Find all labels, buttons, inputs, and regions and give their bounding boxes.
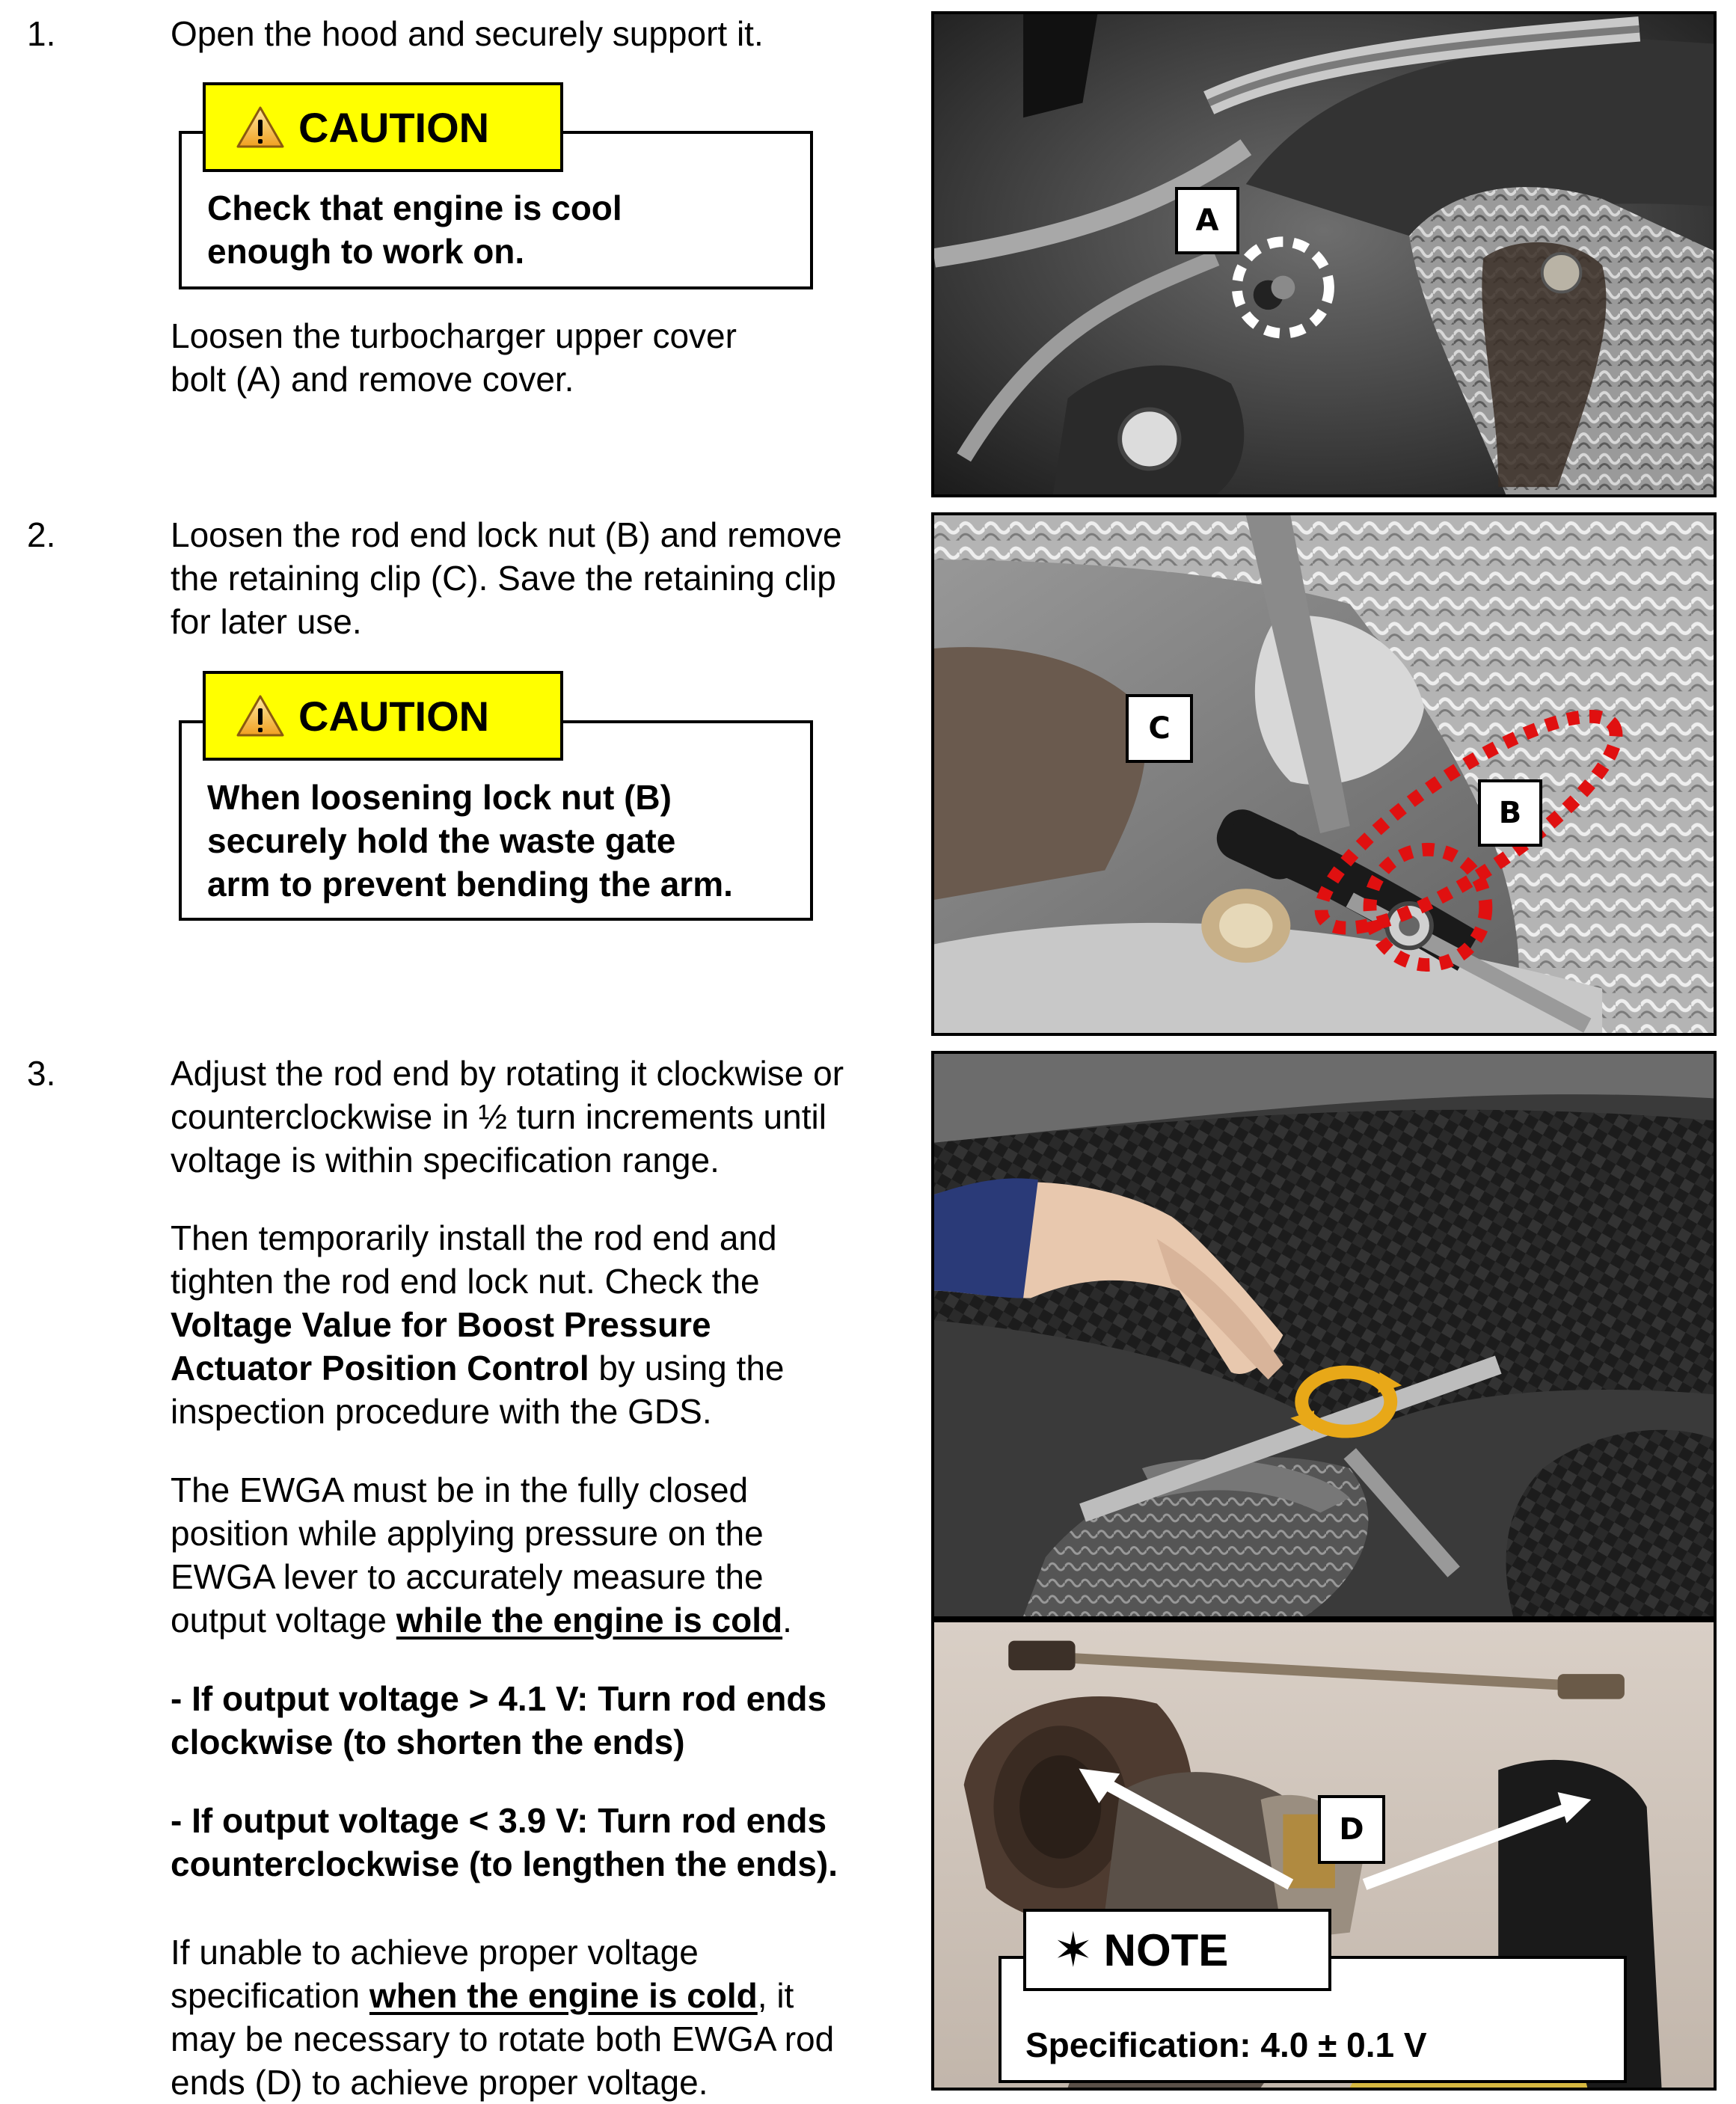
photo-label-a: A: [1175, 187, 1239, 254]
photo-label-b: B: [1478, 779, 1542, 847]
step-2-number: 2.: [27, 515, 56, 554]
bold-span: Actuator Position Control: [171, 1349, 589, 1387]
text-span: , it: [757, 1976, 794, 2015]
step-3-number: 3.: [27, 1054, 56, 1093]
text-line: If unable to achieve proper voltage: [171, 1933, 699, 1972]
underlined-span: while the engine is cold: [396, 1601, 783, 1640]
note-header: [1023, 1909, 1331, 1991]
step-3-text-line: voltage is within specification range.: [171, 1141, 720, 1180]
underlined-span: when the engine is cold: [369, 1976, 758, 2015]
photo-label-d: D: [1318, 1795, 1385, 1864]
star-icon: ✶: [1053, 1923, 1094, 1977]
engine-photo-2: [934, 515, 1714, 1033]
engine-photo-3: [934, 1054, 1714, 1616]
caution-2-line: arm to prevent bending the arm.: [207, 865, 733, 904]
note-title: NOTE: [1103, 1924, 1229, 1975]
text-line: [171, 1974, 918, 2017]
step-3-paragraph-4: [171, 1930, 918, 2104]
step-1-intro: Open the hood and securely support it.: [171, 14, 764, 53]
step-1-number: 1.: [27, 14, 56, 53]
text-line: Then temporarily install the rod end and: [171, 1218, 777, 1257]
text-line: EWGA lever to accurately measure the: [171, 1557, 764, 1596]
text-line: [171, 1346, 918, 1390]
text-line: The EWGA must be in the fully closed: [171, 1470, 749, 1509]
text-span: by using the: [589, 1349, 785, 1387]
photo-label-c: C: [1126, 694, 1193, 763]
text-line: counterclockwise (to lengthen the ends).: [171, 1844, 838, 1883]
caution-2-line: securely hold the waste gate: [207, 821, 676, 860]
note-specification: Specification: 4.0 ± 0.1 V: [1025, 2025, 1427, 2064]
caution-1-line: Check that engine is cool: [207, 188, 622, 227]
caution-header-1: [203, 82, 563, 172]
caution-1-line: enough to work on.: [207, 232, 525, 271]
step-2-text-line: Loosen the rod end lock nut (B) and remove: [171, 515, 842, 554]
warning-icon: [236, 105, 285, 149]
step-1-text-line: bolt (A) and remove cover.: [171, 360, 574, 399]
step-1-text-line: Loosen the turbocharger upper cover: [171, 316, 737, 355]
text-line: ends (D) to achieve proper voltage.: [171, 2063, 708, 2102]
caution-2-line: When loosening lock nut (B): [207, 778, 672, 817]
rule-high-voltage: [171, 1677, 918, 1764]
photo-rotate-rod-end: [931, 1051, 1717, 1619]
text-line: clockwise (to shorten the ends): [171, 1723, 685, 1761]
rule-low-voltage: [171, 1799, 918, 1886]
text-line: - If output voltage < 3.9 V: Turn rod ends: [171, 1801, 827, 1840]
text-line: - If output voltage > 4.1 V: Turn rod ends: [171, 1679, 827, 1718]
text-line: position while applying pressure on the: [171, 1514, 764, 1553]
caution-title: CAUTION: [298, 692, 490, 740]
engine-photo-1: [934, 14, 1714, 494]
text-line: [171, 1598, 918, 1642]
photo-turbo-cover: [931, 11, 1717, 497]
step-3-paragraph-2: [171, 1216, 918, 1433]
caution-header-2: [203, 671, 563, 761]
warning-icon: [236, 694, 285, 737]
step-3-paragraph-3: [171, 1468, 918, 1642]
step-3-text-line: Adjust the rod end by rotating it clockwise or: [171, 1054, 844, 1093]
caution-title: CAUTION: [298, 103, 490, 151]
photo-rod-end-lock-nut: [931, 512, 1717, 1036]
text-span: output voltage: [171, 1601, 396, 1640]
text-line: tighten the rod end lock nut. Check the: [171, 1262, 760, 1301]
step-2-text-line: the retaining clip (C). Save the retaining clip: [171, 559, 836, 598]
step-3-text-line: counterclockwise in ½ turn increments until: [171, 1097, 826, 1136]
text-line: Voltage Value for Boost Pressure: [171, 1305, 711, 1344]
text-span: specification: [171, 1976, 369, 2015]
text-span: .: [782, 1601, 792, 1640]
step-2-text-line: for later use.: [171, 602, 362, 641]
text-line: inspection procedure with the GDS.: [171, 1392, 712, 1431]
text-line: may be necessary to rotate both EWGA rod: [171, 2019, 835, 2058]
